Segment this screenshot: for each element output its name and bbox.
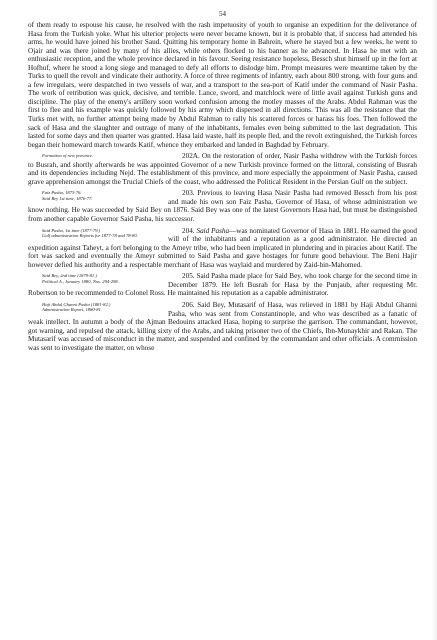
margin-note-said-pasha — [28, 228, 160, 239]
paragraph-206 — [28, 301, 417, 352]
margin-note-line: Gulf administration Reports for 1877-78 and 78-80. — [42, 232, 138, 238]
paragraph-203 — [28, 189, 417, 223]
paragraph-number: 202A. — [182, 152, 200, 161]
margin-note-said-bey — [28, 273, 160, 284]
paragraph-205 — [28, 272, 417, 298]
body-text — [28, 21, 417, 352]
paragraph-text: —was nominated Governor of Hasa in 1881. He earned the good will of the inhabitants and a reputation as a good administrator. He directed an expedition against Taheyt, a fort belonging to the Ameyr tribe, who had been implicated in plundering and in piracies about Katif. The fort was sacked and eventually the Ameyr submitted to Said Pasha and gave hostages for future good behaviour. The Beni Hajir however defied his authority and a respectable merchant of Hasa was waylaid and murdered by Zaid-bin-Mahomed. — [28, 226, 418, 269]
margin-note-formation: Formation of new province. — [42, 153, 94, 159]
margin-note-haji-abdul-ghanni — [28, 302, 160, 313]
paragraph-text: On the restoration of order, Nasir Pasha withdrew with the Turkish forces to Busrah, and shortly afterwards he was appointed Governor of a new Turkish province formed on the littoral, consisting of Busrah and its dependencies including Nejd. The establishment of this province, and more especially the appointment of Nasir Pasha, caused grave apprehension amongst the Trucial Chiefs of the coast, who addressed the Political Resident in the Persian Gulf on the subject. — [28, 152, 417, 186]
scan-edge-shadow — [431, 0, 437, 640]
paragraph-text: Said Bey, Mutasarif of Hasa, was relieved in 1881 by Haji Abdul Ghanni Pasha, who was sent from Constantinople, and who was described as a fanatic of weak intellect. In autumn a body of the Ajman Bedouins attacked Hasa, hoping to surprise the garrison. The commandant, however, got warning, and repulsed the attack, killing sixty of the Arabs, and taking prisoner two of the Chiefs, Ibn-Munaykhir and Rakan. The Mutasarif was accused of misconduct in the matter, and suspended and confined by the commandant and other officials. A commission was sent to investigate the matter, on whose — [28, 300, 417, 352]
margin-note-line: Political A., January 1880, Nos. 294-298. — [42, 278, 119, 284]
margin-note-line: Haji Abdul Ghanni Pasha (1881-82.) — [42, 301, 111, 307]
paragraph-text: Said Pasha made place for Said Bey, who took charge for the second time in December 1879. He left Busrah for Hasa by the Punjaub, after requesting Mr. Robertson to be recommended to Colonel Ross. He maintained his reputation as a capable administrator. — [28, 272, 417, 298]
paragraph-number: 206. — [182, 300, 195, 309]
paragraph-heading-name: Said Pasha — [196, 226, 230, 235]
margin-note-line: Said Bey, 2nd time (1879-81.) — [42, 273, 97, 279]
margin-note-line: Said Bey 1st time, 1876-77. — [42, 195, 93, 201]
margin-note-line: Said Pasha, 1st time (1877-79.) — [42, 227, 101, 233]
paragraph-204 — [28, 227, 417, 270]
margin-note-line: Faiz Pasha, 1873-76. — [42, 190, 82, 196]
paragraph-202a — [28, 152, 417, 186]
page-number: 54 — [219, 10, 226, 18]
paragraph-continuation: of them ready to espouse his cause, he resolved with the rash impetuosity of youth to organise an expedition for the deliverance of Hasa from the Turkish yoke. What his ulterior projects were never became known, but it is probable that, if success had attended his arms, he would have joined his brother Saud. Quitting his temporary home in Bahrein, where he stayed but a few weeks, he went to Ojair and was there joined by many of his allies, while others flocked to his banner as he advanced. In Hasa he met with an enthusiastic reception, and the whole province declared in his favour. Seeing resistance hopeless, Bessch shut himself up in the fort at Hofhuf, where he stood a long siege and managed to defy all efforts to dislodge him. Prompt measures were meantime taken by the Turks to quell the revolt and vindicate their authority. A force of three regiments of infantry, each about 800 strong, with four guns and a few irregulars, were despatched in two vessels of war, and a transport to the sea-port of Katif under the command of Nasir Pasha. The work of retribution was quick, decisive, and terrible. Lance, sword, and matchlock were of little avail against Turkish guns and discipline. The play of the enemy's artillery soon worked confusion among the motley masses of the Arabs. Abdul Rahman was the first to flee and his example was quickly followed by his army which dispersed in all directions. This was all the resistance that the Turks met with, no further attempt being made by Abdul Rahman to rally his scattered forces or harass his foes. Then followed the sack of Hasa and the slaughter and outrage of many of the inhabitants, females even being submitted to the last degradation. This lasted for some days and then quarter was granted. Hasa laid waste, half its people fled, and the revolt extinguished, the Turkish forces began their homeward march towards Katif, whence they embarked and landed in Baghdad by February. — [28, 21, 417, 149]
paragraph-text: Previous to leaving Hasa Nasir Pasha had removed Bessch from his post and made his own son Faiz Pasha, Governor of Hasa, of whose administration we know nothing. He was succeeded by Said Bey on 1876. Said Bey was one of the latest Governors Hasa had, but must be distinguished from another capable Governor Said Pasha, his successor. — [28, 189, 418, 224]
paragraph-number: 203. — [182, 189, 195, 198]
margin-note-faiz-pasha — [28, 190, 160, 201]
margin-note-line: Administration Report, 1880-81. — [42, 307, 102, 313]
paragraph-number: 204. — [182, 226, 195, 235]
paragraph-number: 205. — [182, 272, 195, 281]
